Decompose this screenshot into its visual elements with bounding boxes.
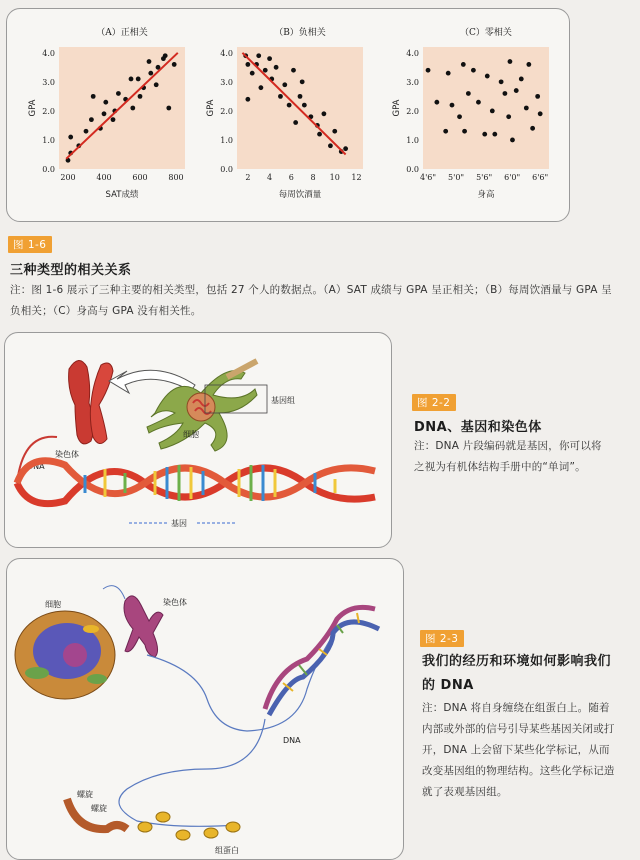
data-point — [535, 94, 540, 99]
figure-1-6-note-line-2: 负相关；（C）身高与 GPA 没有相关性。 — [10, 305, 202, 317]
data-point — [302, 103, 307, 108]
figure-2-2-note — [414, 436, 636, 478]
scatter-plot-positive — [29, 23, 197, 213]
data-point — [136, 77, 141, 82]
figure-1-6-frame — [6, 8, 570, 222]
x-axis-label: 身高 — [477, 190, 495, 200]
data-point — [476, 100, 481, 105]
data-point — [443, 129, 448, 134]
chart-title: （C）零相关 — [460, 28, 512, 38]
data-point — [332, 129, 337, 134]
data-point — [506, 114, 511, 119]
label-cell: 细胞 — [183, 430, 199, 439]
x-axis-label: SAT成绩 — [105, 190, 139, 200]
data-point — [154, 82, 159, 87]
data-point — [446, 71, 451, 76]
x-tick-label: 5'6" — [476, 173, 493, 182]
figure-2-2-title: DNA、基因和染色体 — [414, 420, 542, 435]
x-tick-label: 4 — [267, 173, 273, 182]
data-point — [471, 68, 476, 73]
label-spiral-2: 螺旋 — [91, 804, 107, 813]
y-tick-label: 0.0 — [220, 165, 233, 174]
dna-helix-image — [265, 607, 379, 715]
data-point — [282, 82, 287, 87]
data-point — [485, 74, 490, 79]
cell-image — [15, 611, 115, 699]
data-point — [245, 97, 250, 102]
data-point — [466, 91, 471, 96]
figure-2-2-frame — [4, 332, 392, 548]
data-point — [89, 117, 94, 122]
data-point — [510, 138, 515, 143]
data-point — [138, 94, 143, 99]
y-tick-label: 0.0 — [42, 165, 55, 174]
data-point — [291, 68, 296, 73]
y-axis-label: GPA — [28, 99, 38, 117]
data-point — [148, 71, 153, 76]
data-point — [258, 85, 263, 90]
data-point — [278, 94, 283, 99]
figure-2-2-note-line-2: 之视为有机体结构手册中的“单词”。 — [414, 461, 586, 473]
data-point — [519, 77, 524, 82]
figure-2-2-note-line-1: 注：DNA 片段编码就是基因，你可以将 — [414, 440, 602, 452]
y-tick-label: 2.0 — [406, 106, 419, 116]
y-axis-label: GPA — [392, 99, 402, 117]
figure-2-3-title — [422, 650, 636, 698]
data-point — [102, 111, 107, 116]
figure-2-3-title-line-2: 的 DNA — [422, 678, 474, 693]
label-dna: DNA — [283, 736, 301, 745]
figure-2-3-frame — [6, 558, 404, 860]
chromatin-fiber — [119, 719, 265, 826]
x-tick-label: 6'6" — [532, 173, 549, 182]
data-point — [450, 103, 455, 108]
label-genome: 基因组 — [271, 396, 295, 405]
data-point — [503, 91, 508, 96]
y-tick-label: 0.0 — [406, 165, 419, 174]
x-tick-label: 200 — [60, 173, 76, 182]
data-point — [129, 77, 134, 82]
data-point — [245, 62, 250, 67]
data-point — [250, 71, 255, 76]
data-point — [300, 79, 305, 84]
label-chromosome: 染色体 — [163, 598, 187, 607]
data-point — [147, 59, 152, 64]
data-point — [317, 132, 322, 137]
x-tick-label: 600 — [132, 173, 148, 182]
y-tick-label: 4.0 — [42, 48, 55, 58]
data-point — [91, 94, 96, 99]
data-point — [166, 106, 171, 111]
y-tick-label: 3.0 — [406, 77, 419, 87]
figure-2-3-tag: 图 2-3 — [420, 630, 464, 647]
x-axis-label: 每周饮酒量 — [278, 190, 322, 200]
y-tick-label: 1.0 — [42, 135, 55, 145]
data-point — [68, 135, 73, 140]
figure-2-2-tag: 图 2-2 — [412, 394, 456, 411]
data-point — [103, 100, 108, 105]
label-chromosome: 染色体 — [55, 450, 79, 459]
dna-gene-chromosome-illustration — [5, 333, 391, 547]
data-point — [426, 68, 431, 73]
chromosome-image — [124, 596, 163, 657]
label-spiral-1: 螺旋 — [77, 790, 93, 799]
chromosome-image — [69, 360, 113, 443]
data-point — [524, 106, 529, 111]
y-tick-label: 2.0 — [220, 106, 233, 116]
data-point — [298, 94, 303, 99]
data-point — [172, 62, 177, 67]
label-cell: 细胞 — [45, 600, 61, 609]
chart-title: （A）正相关 — [96, 28, 148, 38]
data-point — [116, 91, 121, 96]
data-point — [130, 106, 135, 111]
y-tick-label: 2.0 — [42, 106, 55, 116]
x-tick-label: 800 — [168, 173, 184, 182]
x-tick-label: 400 — [96, 173, 112, 182]
x-tick-label: 2 — [245, 173, 251, 182]
y-tick-label: 4.0 — [220, 48, 233, 58]
x-tick-label: 6 — [288, 173, 294, 182]
data-point — [482, 132, 487, 137]
label-dna: DNA — [27, 462, 45, 471]
data-point — [457, 114, 462, 119]
y-tick-label: 4.0 — [406, 48, 419, 58]
figure-1-6-tag: 图 1-6 — [8, 236, 52, 253]
data-point — [256, 53, 261, 58]
data-point — [84, 129, 89, 134]
scatter-plot-zero — [393, 23, 561, 213]
data-point — [163, 53, 168, 58]
figure-2-3-note — [422, 698, 636, 803]
x-tick-label: 5'0" — [448, 173, 465, 182]
scatter-plot-negative — [207, 23, 375, 213]
data-point — [293, 120, 298, 125]
y-tick-label: 3.0 — [220, 77, 233, 87]
data-point — [530, 126, 535, 131]
data-point — [434, 100, 439, 105]
y-tick-label: 3.0 — [42, 77, 55, 87]
data-point — [263, 68, 268, 73]
figure-2-3-title-line-1: 我们的经历和环境如何影响我们 — [422, 654, 612, 669]
label-gene: 基因 — [171, 519, 187, 528]
data-point — [267, 56, 272, 61]
data-point — [111, 117, 116, 122]
figure-2-3-note-line-5: 就了表观基因组。 — [422, 786, 508, 798]
data-point — [461, 62, 466, 67]
x-tick-label: 8 — [310, 173, 316, 182]
figure-1-6-title: 三种类型的相关关系 — [10, 263, 132, 278]
x-tick-label: 10 — [329, 173, 340, 182]
data-point — [492, 132, 497, 137]
figure-2-3-note-line-4: 改变基因组的物理结构。这些化学标记造 — [422, 765, 615, 777]
data-point — [514, 88, 519, 93]
data-point — [508, 59, 513, 64]
data-point — [274, 65, 279, 70]
dna-thread — [147, 629, 337, 731]
x-tick-label: 4'6" — [420, 173, 437, 182]
label-histone: 组蛋白 — [215, 846, 239, 855]
dna-coil — [103, 586, 125, 599]
y-tick-label: 1.0 — [220, 135, 233, 145]
data-point — [499, 79, 504, 84]
dna-helix-image — [17, 437, 375, 504]
data-point — [462, 129, 467, 134]
data-point — [526, 62, 531, 67]
data-point — [287, 103, 292, 108]
figure-1-6-note — [10, 280, 612, 322]
figure-1-6-note-line-1: 注：图 1-6 展示了三种主要的相关类型，包括 27 个人的数据点。（A）SAT 成绩与 GPA 呈正相关；（B）每周饮酒量与 GPA 呈 — [10, 284, 612, 296]
figure-2-3-note-line-2: 内部或外部的信号引导某些基因关闭或打 — [422, 723, 615, 735]
y-tick-label: 1.0 — [406, 135, 419, 145]
data-point — [538, 111, 543, 116]
data-point — [321, 111, 326, 116]
data-point — [490, 109, 495, 114]
figure-2-3-note-line-3: 开，DNA 上会留下某些化学标记，从而 — [422, 744, 610, 756]
epigenome-illustration — [7, 559, 403, 859]
x-tick-label: 12 — [351, 173, 362, 182]
data-point — [343, 146, 348, 151]
data-point — [328, 143, 333, 148]
chart-title: （B）负相关 — [274, 28, 326, 38]
y-axis-label: GPA — [206, 99, 216, 117]
figure-2-3-note-line-1: 注：DNA 将自身缠绕在组蛋白上。随着 — [422, 702, 610, 714]
x-tick-label: 6'0" — [504, 173, 521, 182]
